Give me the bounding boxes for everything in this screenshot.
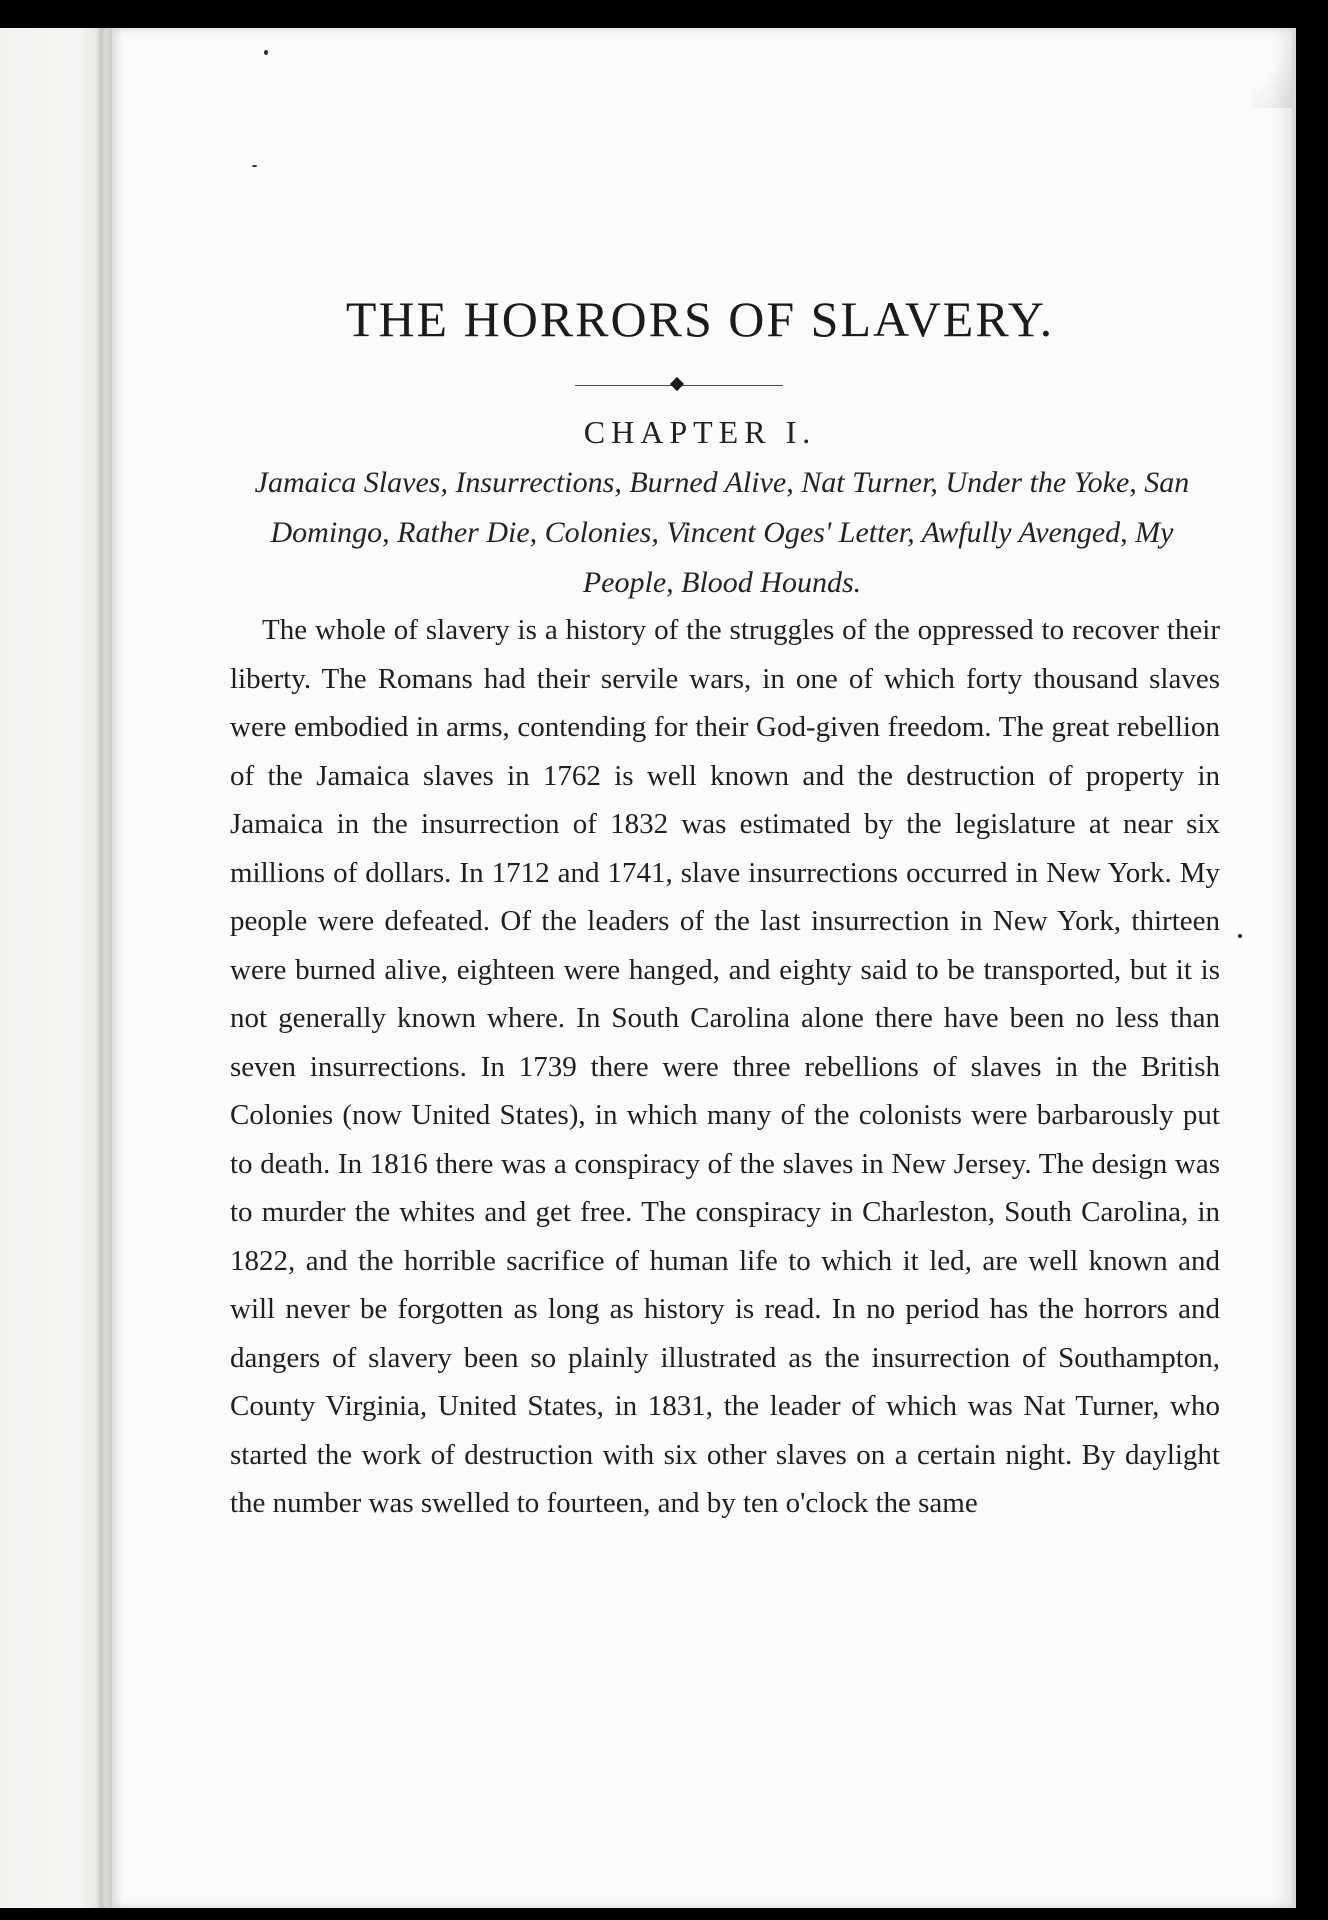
- body-text: [230, 606, 1220, 1528]
- chapter-synopsis: Jamaica Slaves, Insurrections, Burned Alive, Nat Turner, Under the Yoke, San Domingo, Rather Die, Colonies, Vincent Oges' Letter, Awfully Avenged, My People, Blood Hounds.: [254, 466, 1190, 599]
- page-title: THE HORRORS OF SLAVERY.: [345, 291, 1055, 347]
- chapter-heading: CHAPTER I.: [583, 414, 817, 450]
- ink-speck: [252, 165, 257, 167]
- divider-ornament-icon: [670, 377, 684, 391]
- ink-speck: [1238, 934, 1242, 938]
- page-corner-shadow: [1252, 28, 1292, 108]
- ink-speck: [264, 50, 268, 55]
- binding-crease: [96, 28, 106, 1908]
- facing-page-edge: [0, 28, 112, 1908]
- book-page: [112, 28, 1296, 1908]
- body-paragraph: The whole of slavery is a history of the struggles of the oppressed to recover their liberty. The Romans had their servile wars, in one of which forty thousand slaves were embodied in arms, contending for their God-given freedom. The great rebellion of the Jamaica slaves in 1762 is well known and the destruction of property in Jamaica in the insurrection of 1832 was estimated by the legislature at near six millions of dollars. In 1712 and 1741, slave insurrections occurred in New York. My people were defeated. Of the leaders of the last insurrection in New York, thirteen were burned alive, eighteen were hanged, and eighty said to be transported, but it is not generally known where. In South Carolina alone there have been no less than seven insurrections. In 1739 there were three rebellions of slaves in the British Colonies (now United States), in which many of the colonists were barbarously put to death. In 1816 there was a conspiracy of the slaves in New Jersey. The design was to murder the whites and get free. The conspiracy in Charleston, South Carolina, in 1822, and the horrible sacrifice of human life to which it led, are well known and will never be forgotten as long as history is read. In no period has the horrors and dangers of slavery been so plainly illustrated as the insurrection of Southampton, County Virginia, United States, in 1831, the leader of which was Nat Turner, who started the work of destruction with six other slaves on a certain night. By daylight the number was swelled to fourteen, and by ten o'clock the same: [230, 614, 1220, 1519]
